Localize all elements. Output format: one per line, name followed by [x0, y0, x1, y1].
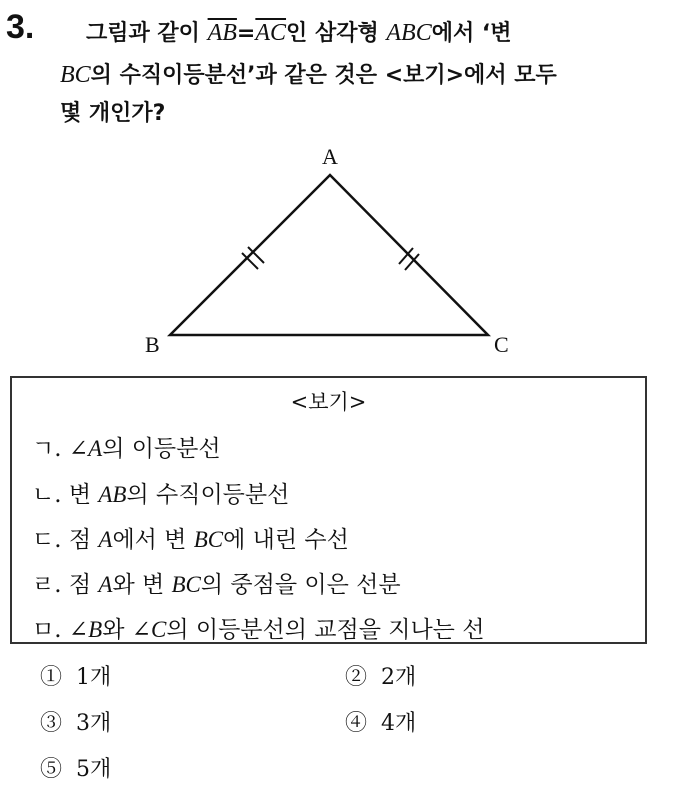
- triangle-figure: [130, 140, 510, 360]
- choice-2[interactable]: ② 2개: [345, 665, 417, 690]
- question-number: 3.: [6, 8, 35, 46]
- choice-1[interactable]: ① 1개: [40, 665, 112, 690]
- bogi-item-1: ㄱ. ∠A의 이등분선: [32, 436, 221, 462]
- segment-ab: $\overline{AB}$: [207, 20, 237, 46]
- question-line-1: 그림과 같이 $\overline{AB}=\overline{AC}$인 삼각형 ABC에서 ‘변: [86, 20, 512, 46]
- question-line-2: BC의 수직이등분선’과 같은 것은 <보기>에서 모두: [60, 62, 557, 88]
- bogi-item-4: ㄹ. 점 A와 변 BC의 중점을 이은 선분: [32, 572, 401, 598]
- choice-4[interactable]: ④ 4개: [345, 711, 417, 736]
- segment-ac: $\overline{AC}$: [255, 20, 287, 46]
- bogi-title: <보기>: [290, 390, 367, 414]
- bogi-item-5: ㅁ. ∠B와 ∠C의 이등분선의 교점을 지나는 선: [32, 617, 485, 643]
- vertex-label-b: B: [145, 332, 160, 357]
- tick-mark-ac: [399, 248, 419, 270]
- choice-5[interactable]: ⑤ 5개: [40, 757, 112, 782]
- bogi-item-3: ㄷ. 점 A에서 변 BC에 내린 수선: [32, 527, 349, 553]
- question-line-3: 몇 개인가?: [60, 101, 166, 126]
- vertex-label-c: C: [494, 332, 509, 357]
- vertex-label-a: A: [322, 144, 338, 169]
- bogi-item-2: ㄴ. 변 AB의 수직이등분선: [32, 482, 290, 508]
- triangle-abc: [170, 175, 488, 335]
- bogi-box: [10, 376, 647, 644]
- choice-3[interactable]: ③ 3개: [40, 711, 112, 736]
